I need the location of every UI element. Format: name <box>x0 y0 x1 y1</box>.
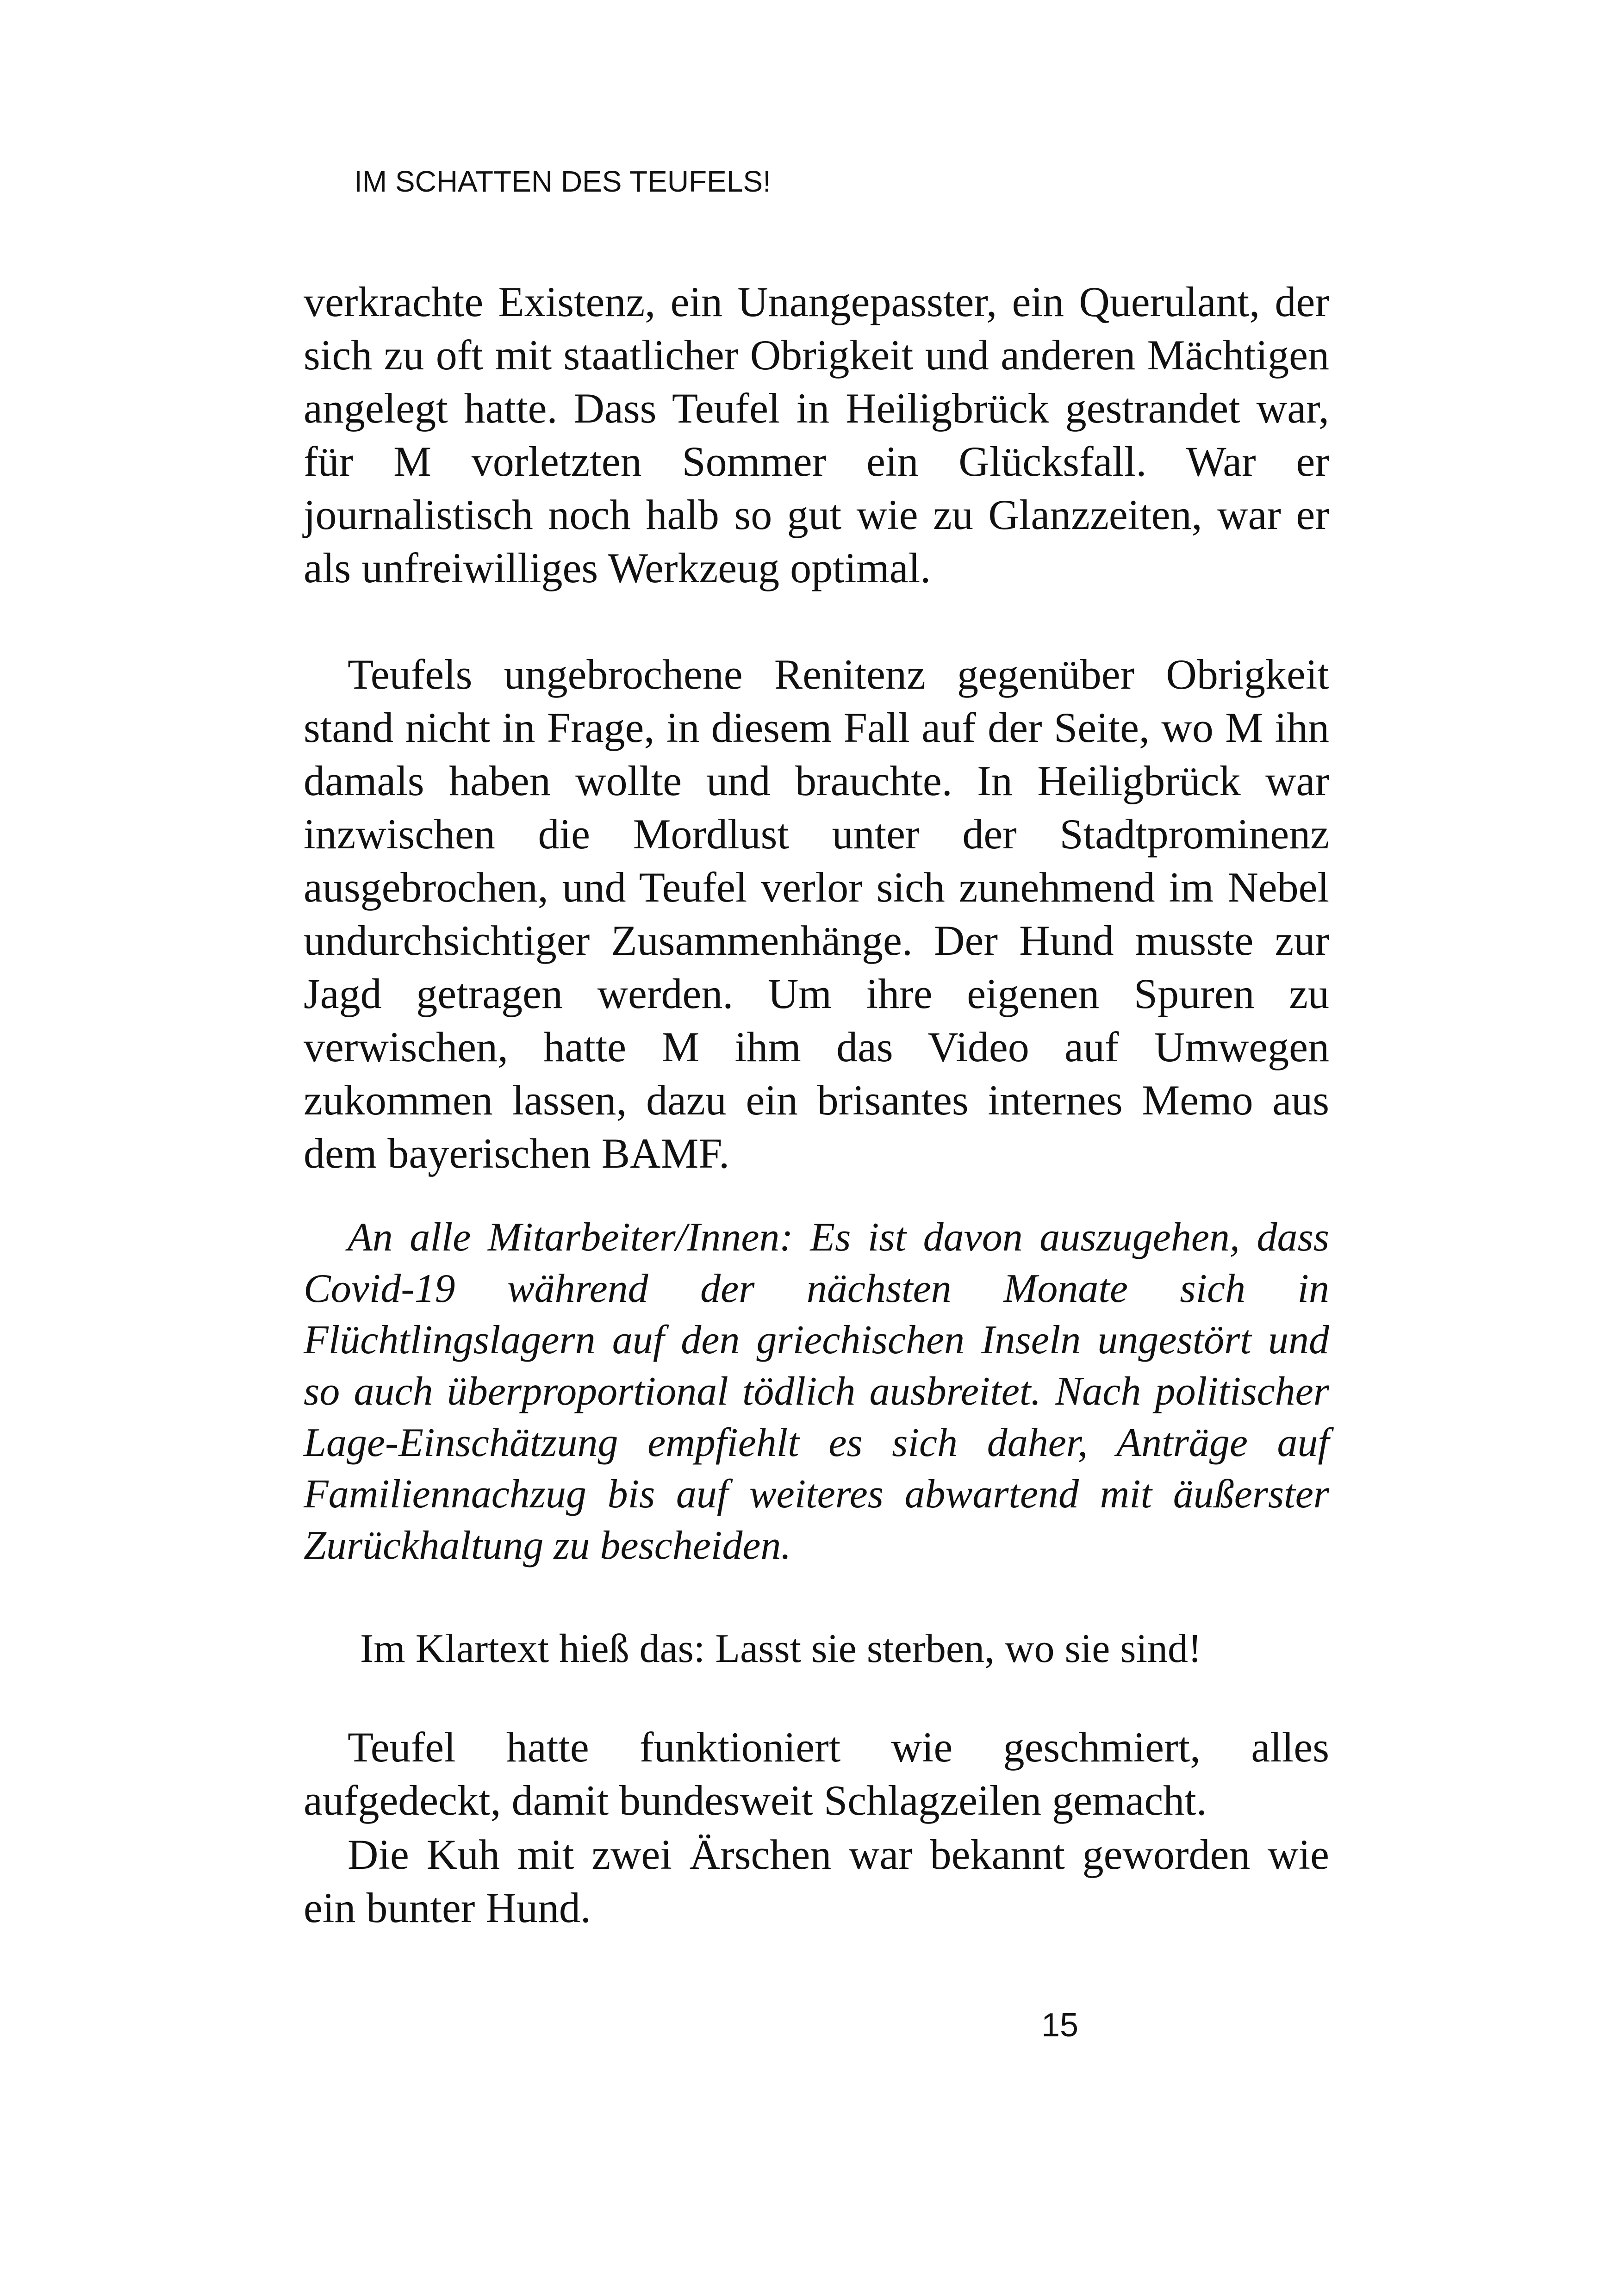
body-paragraph-1-block <box>304 275 1329 595</box>
body-paragraph-3-block <box>304 1721 1329 1827</box>
running-header: IM SCHATTEN DES TEUFELS! <box>354 165 771 198</box>
klartext-line: Im Klartext hieß das: Lasst sie sterben, wo sie sind! <box>360 1626 1202 1671</box>
body-paragraph-2: Teufels ungebrochene Renitenz gegenüber Obrigkeit stand nicht in Frage, in diesem Fall auf der Seite, wo M ihn damals haben wollte und brauchte. In Heiligbrück war inzwischen die Mordlust unter der Stadtprominenz ausgebrochen, und Teufel verlor sich zunehmend im Nebel undurchsichtiger Zusammenhänge. Der Hund musste zur Jagd getragen werden. Um ihre eigenen Spuren zu verwischen, hatte M ihm das Video auf Umwegen zukommen lassen, dazu ein brisantes internes Memo aus dem bayerischen BAMF. <box>304 651 1329 1177</box>
body-paragraph-3: Teufel hatte funktioniert wie geschmiert, alles aufgedeckt, damit bundesweit Schlagzeilen gemacht. <box>304 1724 1329 1824</box>
memo-quote: An alle Mitarbeiter/Innen: Es ist davon auszugehen, dass Covid-19 während der nächsten Monate sich in Flüchtlingslagern auf den griechischen Inseln ungestört und so auch überproportional tödlich ausbreitet. Nach politischer Lage-Einschätzung empfiehlt es sich daher, Anträge auf Familiennachzug bis auf weiteres abwartend mit äußerster Zurückhaltung zu bescheiden. <box>304 1215 1329 1568</box>
page-number: 15 <box>1041 2007 1079 2044</box>
body-paragraph-1: verkrachte Existenz, ein Unangepasster, ein Querulant, der sich zu oft mit staatlicher Obrigkeit und anderen Mächtigen angelegt hatte. Dass Teufel in Heiligbrück gestrandet war, für M vorletzten Sommer ein Glücksfall. War er journalistisch noch halb so gut wie zu Glanzzeiten, war er als unfreiwilliges Werkzeug optimal. <box>304 278 1329 591</box>
body-paragraph-4: Die Kuh mit zwei Ärschen war bekannt geworden wie ein bunter Hund. <box>304 1831 1329 1931</box>
body-paragraph-2-block <box>304 648 1329 1180</box>
body-paragraph-4-block <box>304 1828 1329 1935</box>
memo-quote-block <box>304 1212 1329 1571</box>
